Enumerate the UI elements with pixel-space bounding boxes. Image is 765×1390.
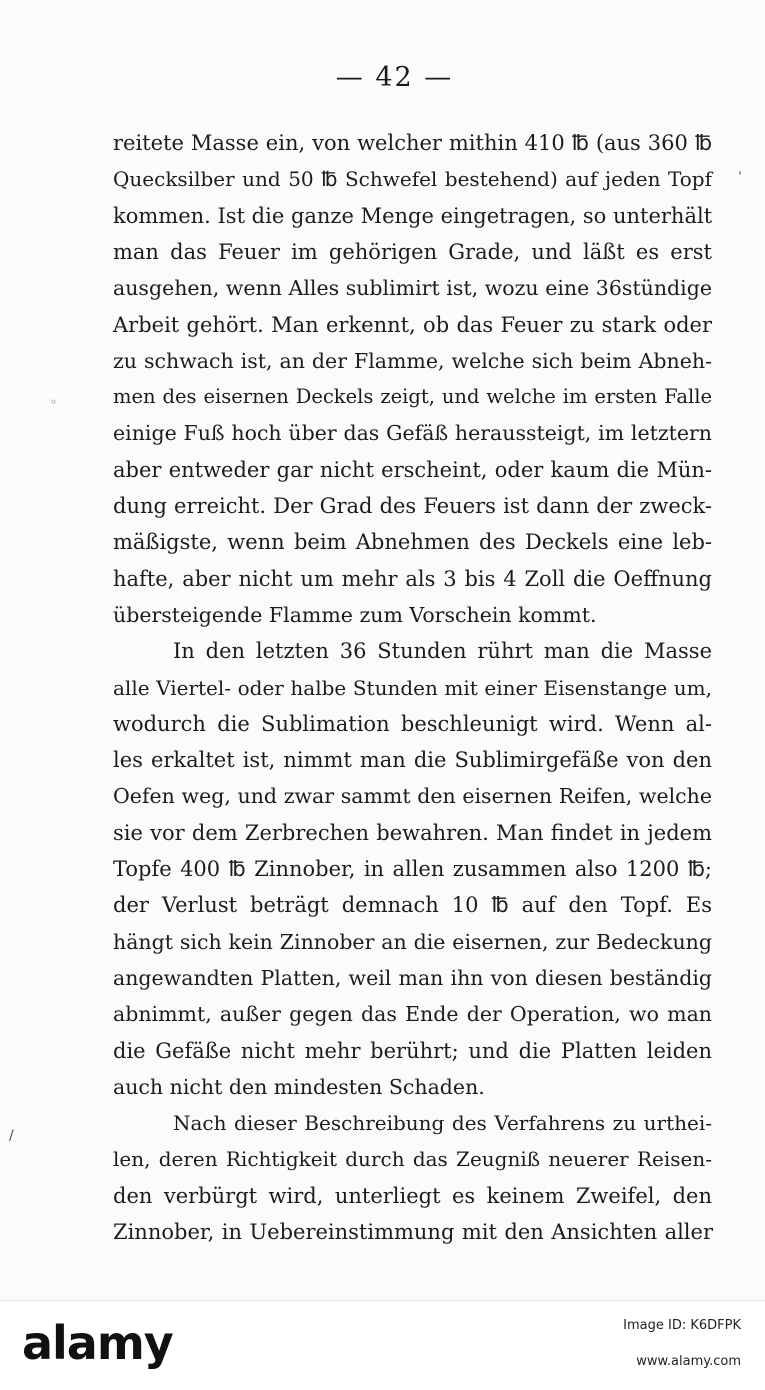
footer-divider (0, 1300, 765, 1301)
text-line: die Gefäße nicht mehr berührt; und die Platten leiden (113, 1039, 712, 1063)
text-line: In den letzten 36 Stunden rührt man die Masse (173, 639, 712, 663)
text-line: sie vor dem Zerbrechen bewahren. Man findet in jedem (113, 821, 712, 845)
text-line: dung erreicht. Der Grad des Feuers ist dann der zweck- (113, 494, 712, 518)
text-line: Zinnober, in Uebereinstimmung mit den Ansichten aller (113, 1220, 713, 1244)
text-line: mäßigste, wenn beim Abnehmen des Deckels eine leb- (113, 530, 712, 554)
text-line: hafte, aber nicht um mehr als 3 bis 4 Zoll die Oeffnung (113, 567, 712, 591)
text-line: alle Viertel- oder halbe Stunden mit einer Eisenstange um, (113, 676, 712, 700)
text-line: einige Fuß hoch über das Gefäß heraussteigt, im letztern (113, 421, 712, 445)
text-line: Nach dieser Beschreibung des Verfahrens zu urthei- (173, 1111, 712, 1135)
text-line: Arbeit gehört. Man erkennt, ob das Feuer zu stark oder (113, 313, 712, 337)
text-line: men des eisernen Deckels zeigt, und welche im ersten Falle (113, 385, 712, 408)
scan-speck: ◦ (50, 395, 58, 409)
text-line: zu schwach ist, an der Flamme, welche sich beim Abneh- (113, 349, 712, 373)
text-line: len, deren Richtigkeit durch das Zeugniß neuerer Reisen- (113, 1147, 712, 1171)
scan-speck: ˈ (738, 170, 742, 186)
text-line: reitete Masse ein, von welcher mithin 410 ℔ (aus 360 ℔ (113, 131, 712, 155)
text-line: Oefen weg, und zwar sammt den eisernen Reifen, welche (113, 784, 712, 808)
text-line: übersteigende Flamme zum Vorschein kommt. (113, 603, 597, 627)
image-id-label: Image ID: K6DFPK (623, 1318, 741, 1333)
alamy-logo: alamy (22, 1316, 173, 1370)
page-number: — 42 — (335, 62, 454, 93)
text-line: auch nicht den mindesten Schaden. (113, 1075, 485, 1099)
text-line: man das Feuer im gehörigen Grade, und läßt es erst (113, 240, 712, 264)
text-line: abnimmt, außer gegen das Ende der Operation, wo man (113, 1002, 712, 1026)
text-line: Topfe 400 ℔ Zinnober, in allen zusammen also 1200 ℔; (113, 857, 712, 881)
text-line: angewandten Platten, weil man ihn von diesen beständig (113, 966, 712, 990)
text-line: kommen. Ist die ganze Menge eingetragen, so unterhält (113, 204, 713, 228)
text-line: der Verlust beträgt demnach 10 ℔ auf den Topf. Es (113, 893, 712, 917)
text-line: den verbürgt wird, unterliegt es keinem Zweifel, den (113, 1184, 712, 1208)
text-line: hängt sich kein Zinnober an die eisernen, zur Bedeckung (113, 930, 712, 954)
scan-speck: / (9, 1128, 14, 1144)
watermark-footer (0, 1300, 765, 1390)
text-line: les erkaltet ist, nimmt man die Sublimirgefäße von den (113, 748, 712, 772)
text-line: ausgehen, wenn Alles sublimirt ist, wozu eine 36stündige (113, 276, 712, 300)
text-line: Quecksilber und 50 ℔ Schwefel bestehend) auf jeden Topf (113, 167, 712, 191)
site-url-label: www.alamy.com (636, 1354, 741, 1369)
text-line: aber entweder gar nicht erscheint, oder kaum die Mün- (113, 458, 712, 482)
text-line: wodurch die Sublimation beschleunigt wird. Wenn al- (113, 712, 712, 736)
